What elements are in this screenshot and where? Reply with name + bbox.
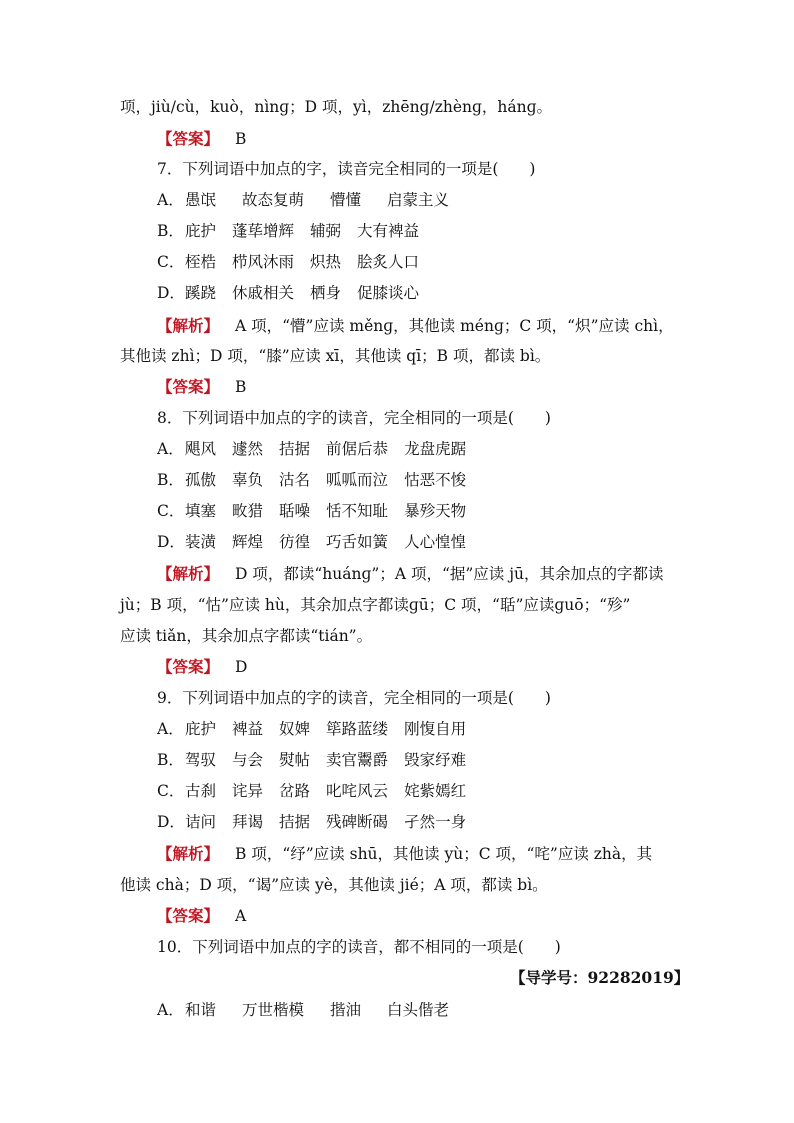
explanation-7-line-2: 其他读 zhì；D 项，“膝”应读 xī，其他读 qī；B 项，都读 bì。 [120, 347, 551, 365]
explanation-8-line-1: 【解析】 D 项，都读“huánɡ”；A 项，“据”应读 jū，其余加点的字都读 [157, 564, 664, 583]
question-9-option-a: A．庇护 裨益 奴婢 筚路蓝缕 刚愎自用 [157, 720, 467, 738]
question-10-stem: 10．下列词语中加点的字的读音，都不相同的一项是( ) [157, 938, 561, 956]
answer-7: 【答案】 B [157, 377, 247, 396]
question-7-option-b: B．庇护 蓬荜增辉 辅弼 大有裨益 [157, 222, 420, 240]
explanation-9-line-2: 他读 chà；D 项，“谒”应读 yè，其他读 jié；A 项，都读 bì。 [120, 876, 548, 894]
explanation-9-line-1: 【解析】 B 项，“纾”应读 shū，其他读 yù；C 项，“咤”应读 zhà，其 [157, 844, 653, 863]
answer-8: 【答案】 D [157, 657, 248, 676]
question-7-option-d: D．蹊跷 休戚相关 栖身 促膝谈心 [157, 284, 420, 302]
question-9-option-d: D．诘问 拜谒 拮据 残碑断碣 孑然一身 [157, 813, 467, 831]
question-7-stem: 7．下列词语中加点的字，读音完全相同的一项是( ) [157, 160, 536, 178]
explanation-7-line-1: 【解析】 A 项，“懵”应读 měnɡ，其他读 ménɡ；C 项，“炽”应读 chì， [157, 316, 674, 335]
answer-6: 【答案】 B [157, 129, 247, 148]
question-9-stem: 9．下列词语中加点的字的读音，完全相同的一项是( ) [157, 689, 551, 707]
guide-number: 【导学号：92282019】 [510, 968, 690, 987]
question-8-stem: 8．下列词语中加点的字的读音，完全相同的一项是( ) [157, 409, 551, 427]
question-8-option-d: D．装潢 辉煌 彷徨 巧舌如簧 人心惶惶 [157, 533, 467, 551]
question-8-option-c: C．填塞 畋猎 聒噪 恬不知耻 暴殄天物 [157, 502, 467, 520]
question-7-option-c: C．桎梏 栉风沐雨 炽热 脍炙人口 [157, 253, 420, 271]
question-9-option-c: C．古刹 诧异 岔路 叱咤风云 姹紫嫣红 [157, 782, 467, 800]
question-10-option-a: A．和谐 万世楷模 揩油 白头偕老 [157, 1001, 450, 1019]
answer-9: 【答案】 A [157, 906, 247, 925]
explanation-8-line-3: 应读 tiǎn，其余加点字都读“tián”。 [120, 627, 373, 645]
question-7-option-a: A．愚氓 故态复萌 懵懂 启蒙主义 [157, 191, 450, 209]
question-8-option-b: B．孤傲 辜负 沽名 呱呱而泣 怙恶不悛 [157, 471, 467, 489]
continued-explanation-line: 项，jiù/cù，kuò，nìnɡ；D 项，yì，zhēnɡ/zhènɡ，hánɡ。 [120, 98, 553, 116]
question-9-option-b: B．驾驭 与会 熨帖 卖官鬻爵 毁家纾难 [157, 751, 467, 769]
question-8-option-a: A．飓风 遽然 拮据 前倨后恭 龙盘虎踞 [157, 440, 467, 458]
explanation-8-line-2: jù；B 项，“怙”应读 hù，其余加点字都读ɡū；C 项，“聒”应读ɡuō；“殄” [120, 596, 631, 614]
